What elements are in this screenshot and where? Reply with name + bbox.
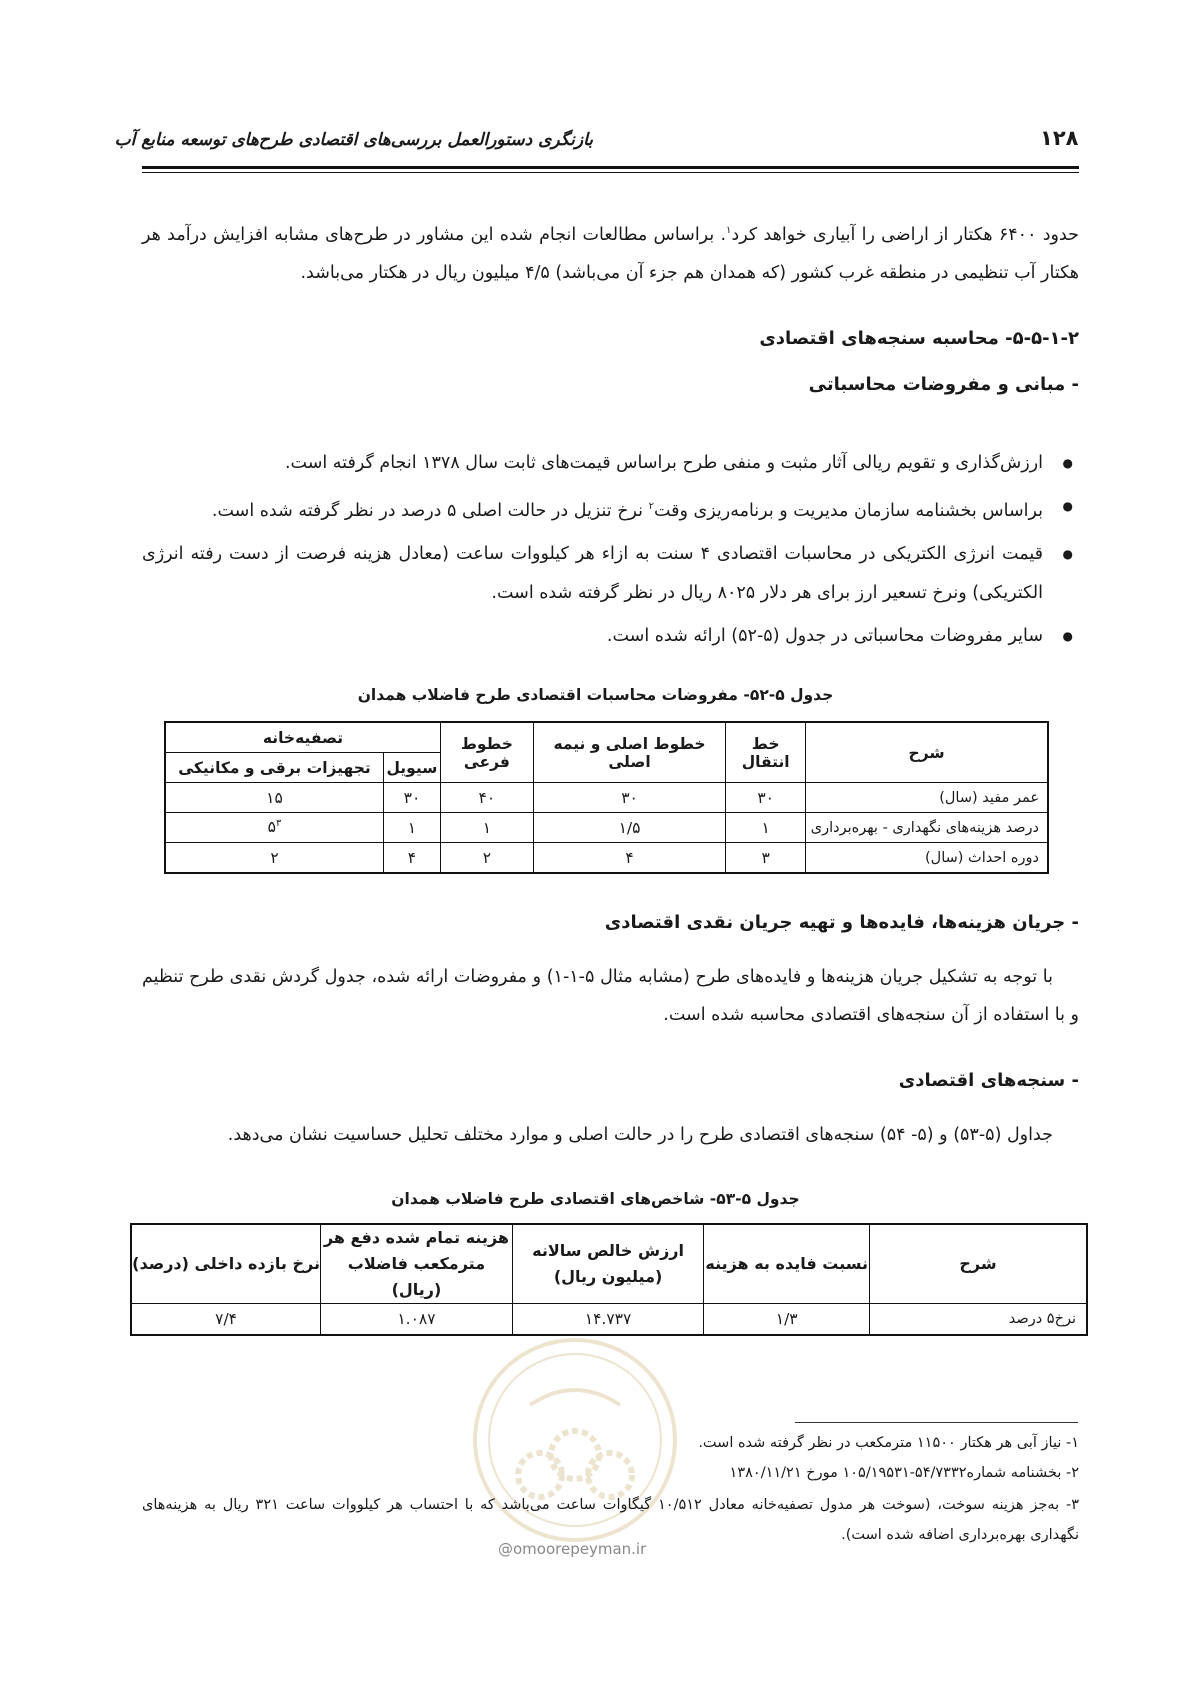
list-item: ● قیمت انرژی الکتریکی در محاسبات اقتصادی ۴ سنت به ازاء هر کیلووات ساعت (معادل هزینه فرصت از دست رفته انرژی الکتریکی) ونرخ تسعیر ارز برای هر دلار ۸۰۲۵ ریال در نظر گرفته شده است.: [142, 535, 1079, 613]
intro-paragraph: [142, 212, 1079, 292]
footnote-rule: [795, 1422, 1078, 1423]
header-rule-thin: [142, 172, 1079, 173]
assumptions-list: [142, 444, 1079, 660]
header-sub-lines: خطوط فرعی: [440, 722, 533, 783]
table2-caption: جدول ۵-۵۳- شاخص‌های اقتصادی طرح فاضلاب همدان: [391, 1190, 800, 1208]
intro-text-2: . براساس مطالعات انجام شده این مشاور در طرح‌های مشابه افزایش درآمد هر هکتار آب تنظیمی در منطقه غرب کشور (که همدان هم جزء آن می‌باشد) ۴/۵ میلیون ریال در هکتار می‌باشد.: [142, 224, 1079, 283]
header-equipment: تجهیزات برقی و مکانیکی: [165, 753, 383, 783]
economic-indicators-table: [130, 1223, 1088, 1336]
table-row: عمر مفید (سال) ۳۰ ۳۰ ۴۰ ۳۰ ۱۵: [165, 783, 1048, 813]
running-header-title: بازنگری دستورالعمل بررسی‌های اقتصادی طرح‌های توسعه منابع آب: [114, 130, 593, 150]
watermark-url: @omoorepeyman.ir: [498, 1540, 647, 1558]
header-desc: شرح: [806, 722, 1048, 783]
table-row: نرخ۵ درصد ۱/۳ ۱۴.۷۳۷ ۱.۰۸۷ ۷/۴: [131, 1304, 1087, 1336]
table-row: درصد هزینه‌های نگهداری - بهره‌برداری ۱ ۱/۵ ۱ ۱ $۵^۳$: [165, 813, 1048, 843]
header-main-lines: خطوط اصلی و نیمه اصلی: [533, 722, 725, 783]
measures-paragraph: جداول (۵-۵۳) و (۵- ۵۴) سنجه‌های اقتصادی طرح را در حالت اصلی و موارد مختلف تحلیل حساسیت نشان می‌دهد.: [227, 1125, 1053, 1145]
section-heading: ۵-۵-۱-۲- محاسبه سنجه‌های اقتصادی: [759, 328, 1079, 349]
intro-text-1: حدود ۶۴۰۰ هکتار از اراضی را آبیاری خواهد کرد: [731, 224, 1079, 245]
header-transmission: خط انتقال: [726, 722, 806, 783]
subheading-cashflow: - جریان هزینه‌ها، فایده‌ها و تهیه جریان نقدی اقتصادی: [604, 912, 1079, 933]
list-item: ● سایر مفروضات محاسباتی در جدول (۵-۵۲) ارائه شده است.: [142, 617, 1079, 656]
table1-caption: جدول ۵-۵۲- مفروضات محاسبات اقتصادی طرح فاضلاب همدان: [357, 686, 834, 704]
footnote-ref-1: ۱: [726, 225, 732, 236]
list-item: ● براساس بخشنامه سازمان مدیریت و برنامه‌ریزی وقت$^۲$ نرخ تنزیل در حالت اصلی ۵ درصد در نظر گرفته شده است.: [142, 487, 1079, 531]
table-row: دوره احداث (سال) ۳ ۴ ۲ ۴ ۲: [165, 843, 1048, 874]
header-desc: شرح: [870, 1224, 1087, 1304]
footnote-2: ۲- بخشنامه شماره۵۴/۷۳۳۲-۱۰۵/۱۹۵۳۱ مورخ ۱۳۸۰/۱۱/۲۱: [729, 1465, 1079, 1481]
header-npv: ارزش خالص سالانه (میلیون ریال): [512, 1224, 704, 1304]
header-rule: [142, 166, 1079, 169]
header-treatment: تصفیه‌خانه: [165, 722, 440, 753]
subheading-assumptions: - مبانی و مفروضات محاسباتی: [808, 374, 1079, 395]
footnote-ref-2: ۲: [648, 501, 654, 512]
header-irr: نرخ بازده داخلی (درصد): [131, 1224, 321, 1304]
header-civil: سیویل: [383, 753, 440, 783]
list-item: ● ارزش‌گذاری و تقویم ریالی آثار مثبت و منفی طرح براساس قیمت‌های ثابت سال ۱۳۷۸ انجام گرفته است.: [142, 444, 1079, 483]
footnote-ref-3: ۳: [275, 818, 282, 830]
page-number: ۱۲۸: [1040, 126, 1079, 150]
header-unit-cost: هزینه تمام شده دفع هر مترمکعب فاضلاب (ریال): [321, 1224, 513, 1304]
subheading-measures: - سنجه‌های اقتصادی: [898, 1070, 1079, 1091]
footnote-3: ۳- به‌جز هزینه سوخت، (سوخت هر مدول تصفیه‌خانه معادل ۱۰/۵۱۲ گیگاوات ساعت می‌باشد که با احتساب هر کیلووات ساعت ۳۲۱ ریال به هزینه‌های نگهداری بهره‌برداری اضافه شده است).: [142, 1497, 1080, 1543]
footnote-1: ۱- نیاز آبی هر هکتار ۱۱۵۰۰ مترمکعب در نظر گرفته شده است.: [698, 1435, 1079, 1451]
cashflow-paragraph: با توجه به تشکیل جریان هزینه‌ها و فایده‌های طرح (مشابه مثال ۵-۱-۱) و مفروضات ارائه شده، جدول گردش نقدی طرح تنظیم و با استفاده از آن سنجه‌های اقتصادی محاسبه شده است.: [142, 967, 1079, 1025]
assumptions-table: [164, 721, 1049, 874]
header-bc-ratio: نسبت فایده به هزینه: [704, 1224, 870, 1304]
